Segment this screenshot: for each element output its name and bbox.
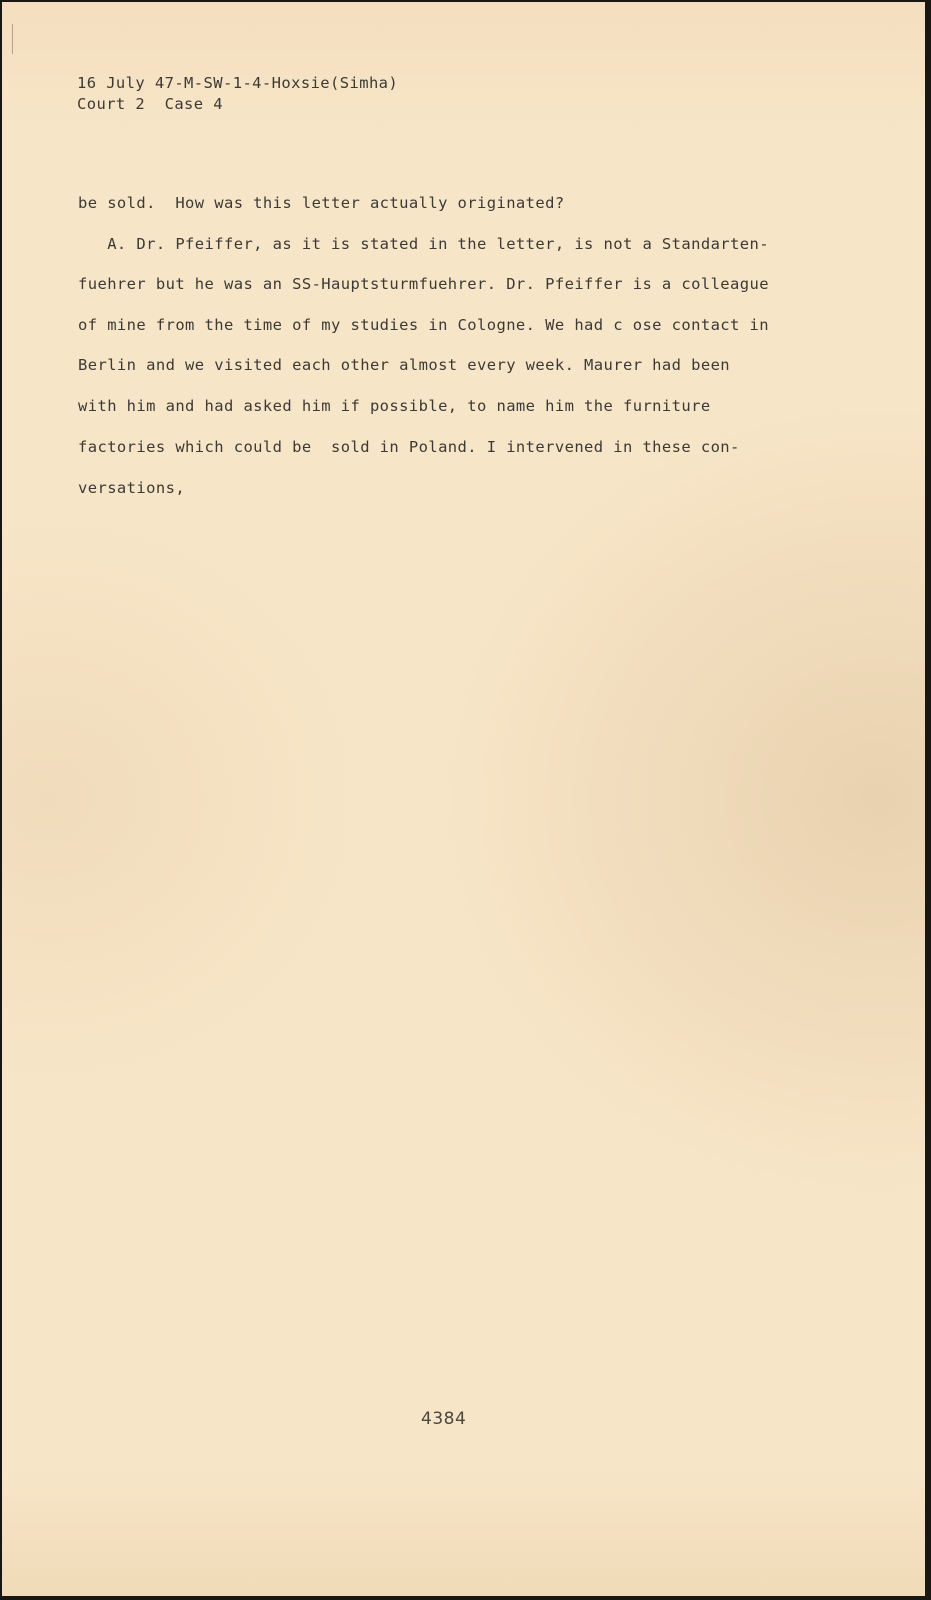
page-number: 4384 xyxy=(421,1409,467,1429)
body-line: versations, xyxy=(78,479,186,497)
body-line: A. Dr. Pfeiffer, as it is stated in the letter, is not a Standarten- xyxy=(78,235,769,253)
body-line: fuehrer but he was an SS-Hauptsturmfuehrer. Dr. Pfeiffer is a colleague xyxy=(78,275,769,293)
header-line-date-reference: 16 July 47-M-SW-1-4-Hoxsie(Simha) xyxy=(77,74,399,92)
paper-edge-mark xyxy=(12,24,13,54)
body-line: factories which could be sold in Poland. I intervened in these con- xyxy=(78,438,740,456)
body-line: of mine from the time of my studies in Cologne. We had c ose contact in xyxy=(78,316,769,334)
header-line-court-case: Court 2 Case 4 xyxy=(77,95,223,113)
document-page xyxy=(2,2,925,1596)
body-line: be sold. How was this letter actually originated? xyxy=(78,194,565,212)
body-line: with him and had asked him if possible, to name him the furniture xyxy=(78,397,711,415)
body-line: Berlin and we visited each other almost every week. Maurer had been xyxy=(78,356,731,374)
